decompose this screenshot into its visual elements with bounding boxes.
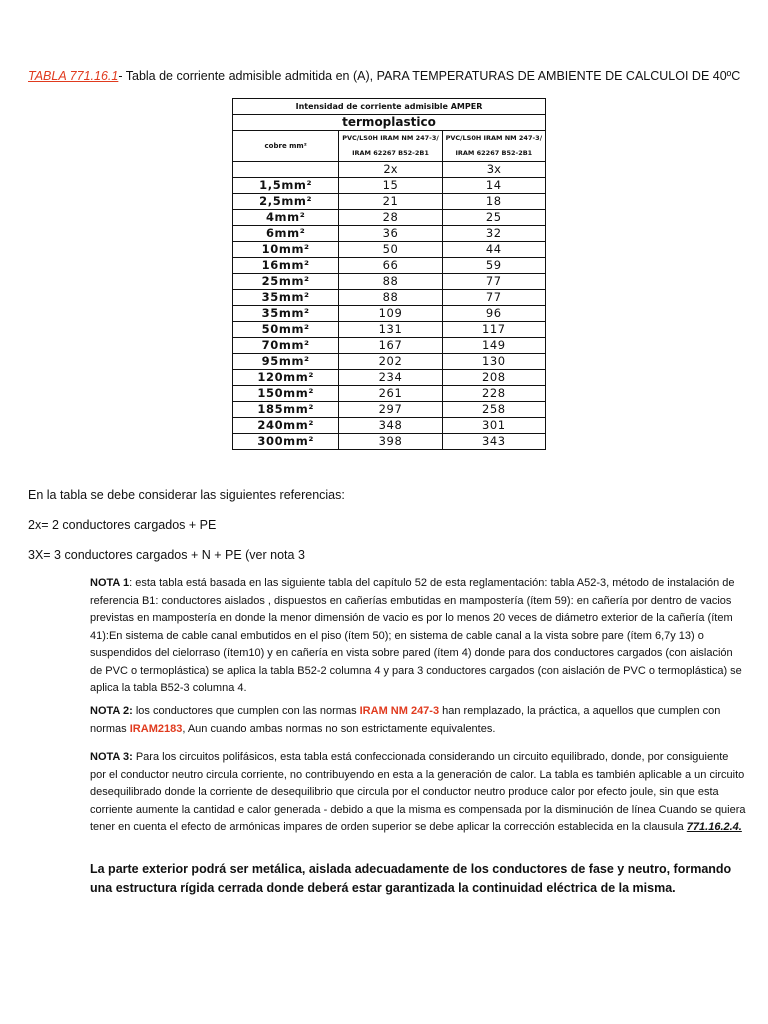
col3-head: 3x <box>442 162 545 178</box>
cell-3x: 77 <box>442 290 545 306</box>
nota3-ref: 771.16.2.4. <box>686 821 742 833</box>
table-title-text: - Tabla de corriente admisible admitida en (A), PARA TEMPERATURAS DE AMBIENTE DE CALCULOI DE 40ºC <box>118 69 741 83</box>
cell-2x: 297 <box>339 402 442 418</box>
col2-desc: PVC/LS0H IRAM NM 247-3/ IRAM 62267 B52-2B1 <box>339 131 442 162</box>
nota1-label: NOTA 1 <box>90 577 130 589</box>
cell-2x: 167 <box>339 338 442 354</box>
final-paragraph: La parte exterior podrá ser metálica, aislada adecuadamente de los conductores de fase y neutro, formando una estructura rígida cerrada donde deberá estar garantizada la continuidad eléctrica de la misma. <box>90 862 732 895</box>
nota-2 <box>90 703 746 738</box>
table-row <box>233 290 546 306</box>
cell-section: 2,5mm² <box>233 194 339 210</box>
table-row <box>233 274 546 290</box>
nota3-text: Para los circuitos polifásicos, esta tabla está confeccionada considerando un circuito equilibrado, donde, por consiguiente por el conductor neutro circula corriente, no contribuyendo en esta a la generación de calor. La tabla es también aplicable a un circuito desequilibrado donde la corriente de desequilibrio que circula por el conductor neutro produce calor por efecto joule, sin que esta corriente aumente la cantidad e calor generada - debido a que la misma es compensada por la disminución de línea Cuando se quiera tener en cuenta el efecto de armónicas impares de orden superior se debe aplicar la corrección establecida en la clausula <box>90 751 746 833</box>
cell-section: 95mm² <box>233 354 339 370</box>
cell-3x: 258 <box>442 402 545 418</box>
refs-intro: En la tabla se debe considerar las siguientes referencias: <box>28 488 345 502</box>
nota1-text: : esta tabla está basada en las siguiente tabla del capítulo 52 de esta reglamentación: tabla A52-3, método de instalación de referencia B1: conductores aislados , dispuestos en cañerías embutidas en mampostería (ítem 59): en cañería por dentro de vacios previstas en mampostería en donde la menor dimensión de vacio es por lo menos 20 veces de diámetro exterior de la cañería (ítem 41):En sistema de cable canal embutidos en el piso (ítem 50); en sistema de cable canal a la vista sobre pare (ítem 6,7y 13) o suspendidos del cielorraso (ítem10) y en cañería en vista sobre pared (ítem 4) donde para dos conductores cargados (con aislación de PVC o termoplástica) se aplica la tabla B52-2 columna 4 y para 3 conductores cargados (con aislación de PVC o termoplástica) se aplica la tabla B52-3 columna 4. <box>90 577 742 694</box>
cell-3x: 14 <box>442 178 545 194</box>
cell-section: 70mm² <box>233 338 339 354</box>
cell-section: 50mm² <box>233 322 339 338</box>
ampacity-table <box>232 98 546 450</box>
table-row <box>233 354 546 370</box>
col-label-cobre: cobre mm² <box>233 131 339 162</box>
cell-3x: 117 <box>442 322 545 338</box>
table-row <box>233 242 546 258</box>
nota-1 <box>90 575 746 698</box>
cell-2x: 202 <box>339 354 442 370</box>
table-row <box>233 210 546 226</box>
cell-2x: 109 <box>339 306 442 322</box>
cell-section: 6mm² <box>233 226 339 242</box>
table-row <box>233 258 546 274</box>
table-row <box>233 402 546 418</box>
col3-desc: PVC/LS0H IRAM NM 247-3/ IRAM 62267 B52-2B1 <box>442 131 545 162</box>
nota2-text2: han remplazado, la práctica, a aquellos que cumplen con normas <box>90 705 721 735</box>
table-row <box>233 386 546 402</box>
table-row <box>233 434 546 450</box>
table-header-top: Intensidad de corriente admisible AMPER <box>233 99 546 115</box>
cell-3x: 18 <box>442 194 545 210</box>
table-title <box>28 69 740 83</box>
table-row <box>233 418 546 434</box>
cell-3x: 343 <box>442 434 545 450</box>
ref-3x: 3X= 3 conductores cargados + N + PE (ver nota 3 <box>28 548 305 562</box>
cell-3x: 228 <box>442 386 545 402</box>
nota2-norm2: IRAM2183 <box>129 722 183 735</box>
nota2-text3: , Aun cuando ambas normas no son estrictamente equivalentes. <box>182 722 496 735</box>
cell-2x: 50 <box>339 242 442 258</box>
cell-section: 10mm² <box>233 242 339 258</box>
cell-2x: 398 <box>339 434 442 450</box>
cell-3x: 96 <box>442 306 545 322</box>
nota2-norm1: IRAM NM 247-3 <box>359 705 440 717</box>
col1-head <box>233 162 339 178</box>
cell-section: 240mm² <box>233 418 339 434</box>
cell-3x: 77 <box>442 274 545 290</box>
cell-2x: 66 <box>339 258 442 274</box>
cell-2x: 348 <box>339 418 442 434</box>
cell-2x: 36 <box>339 226 442 242</box>
cell-section: 4mm² <box>233 210 339 226</box>
table-row <box>233 226 546 242</box>
cell-section: 300mm² <box>233 434 339 450</box>
table-row <box>233 370 546 386</box>
cell-3x: 25 <box>442 210 545 226</box>
cell-2x: 131 <box>339 322 442 338</box>
table-row <box>233 322 546 338</box>
cell-section: 185mm² <box>233 402 339 418</box>
cell-2x: 88 <box>339 274 442 290</box>
nota3-label: NOTA 3: <box>90 751 133 763</box>
cell-3x: 130 <box>442 354 545 370</box>
cell-3x: 59 <box>442 258 545 274</box>
table-row <box>233 338 546 354</box>
nota-3 <box>90 749 746 837</box>
cell-3x: 32 <box>442 226 545 242</box>
ref-2x: 2x= 2 conductores cargados + PE <box>28 518 217 532</box>
table-row <box>233 178 546 194</box>
cell-2x: 234 <box>339 370 442 386</box>
nota2-label: NOTA 2: <box>90 705 133 717</box>
cell-section: 150mm² <box>233 386 339 402</box>
cell-2x: 261 <box>339 386 442 402</box>
cell-2x: 15 <box>339 178 442 194</box>
cell-2x: 21 <box>339 194 442 210</box>
table-header-main: termoplastico <box>233 115 546 131</box>
cell-section: 1,5mm² <box>233 178 339 194</box>
cell-section: 35mm² <box>233 306 339 322</box>
cell-3x: 44 <box>442 242 545 258</box>
table-row <box>233 306 546 322</box>
cell-3x: 208 <box>442 370 545 386</box>
cell-section: 35mm² <box>233 290 339 306</box>
cell-2x: 28 <box>339 210 442 226</box>
cell-2x: 88 <box>339 290 442 306</box>
cell-section: 25mm² <box>233 274 339 290</box>
table-row <box>233 194 546 210</box>
nota2-text1: los conductores que cumplen con las normas <box>132 705 360 717</box>
cell-section: 120mm² <box>233 370 339 386</box>
cell-3x: 301 <box>442 418 545 434</box>
cell-3x: 149 <box>442 338 545 354</box>
table-ref: TABLA 771.16.1 <box>28 69 119 83</box>
col2-head: 2x <box>339 162 442 178</box>
cell-section: 16mm² <box>233 258 339 274</box>
